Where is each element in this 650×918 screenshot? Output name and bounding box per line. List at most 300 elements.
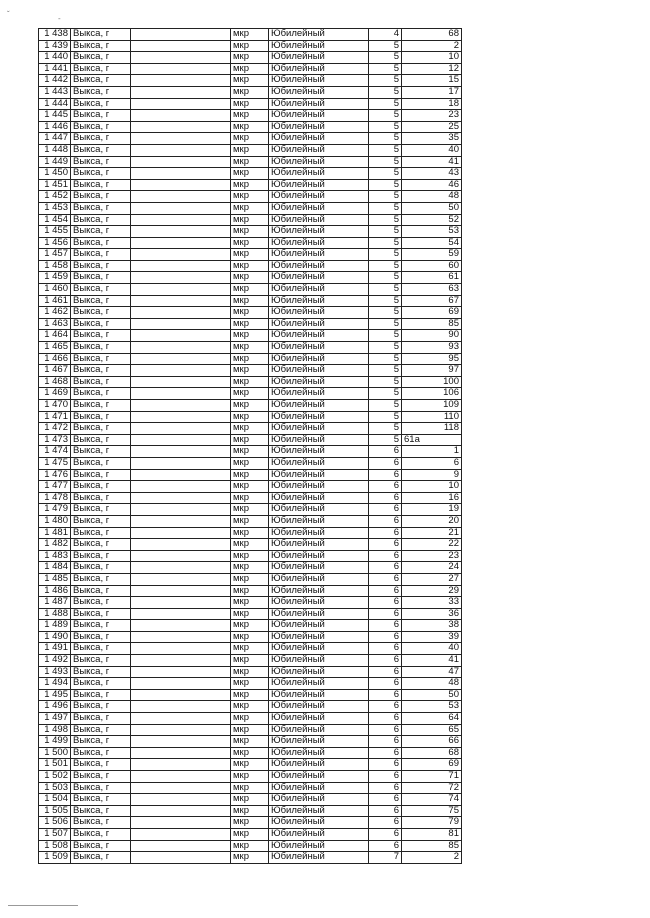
empty-cell: [131, 457, 231, 469]
house-number-cell: 35: [402, 133, 462, 145]
city-cell: Выкса, г: [71, 666, 131, 678]
house-number-cell: 74: [402, 794, 462, 806]
quarter-cell: 5: [369, 376, 402, 388]
quarter-cell: 6: [369, 678, 402, 690]
quarter-cell: 5: [369, 365, 402, 377]
house-number-cell: 38: [402, 620, 462, 632]
quarter-cell: 5: [369, 121, 402, 133]
empty-cell: [131, 643, 231, 655]
table-row: [39, 121, 462, 133]
empty-cell: [131, 29, 231, 41]
quarter-cell: 6: [369, 817, 402, 829]
house-number-cell: 60: [402, 260, 462, 272]
settlement-type-cell: мкр: [231, 794, 269, 806]
house-number-cell: 85: [402, 318, 462, 330]
empty-cell: [131, 759, 231, 771]
district-name-cell: Юбилейный: [269, 573, 369, 585]
district-name-cell: Юбилейный: [269, 214, 369, 226]
empty-cell: [131, 701, 231, 713]
settlement-type-cell: мкр: [231, 446, 269, 458]
settlement-type-cell: мкр: [231, 828, 269, 840]
district-name-cell: Юбилейный: [269, 29, 369, 41]
city-cell: Выкса, г: [71, 747, 131, 759]
settlement-type-cell: мкр: [231, 29, 269, 41]
settlement-type-cell: мкр: [231, 214, 269, 226]
quarter-cell: 6: [369, 608, 402, 620]
empty-cell: [131, 828, 231, 840]
city-cell: Выкса, г: [71, 249, 131, 261]
settlement-type-cell: мкр: [231, 318, 269, 330]
table-row: [39, 852, 462, 864]
district-name-cell: Юбилейный: [269, 75, 369, 87]
house-number-cell: 46: [402, 179, 462, 191]
district-name-cell: Юбилейный: [269, 40, 369, 52]
city-cell: Выкса, г: [71, 840, 131, 852]
quarter-cell: 5: [369, 388, 402, 400]
city-cell: Выкса, г: [71, 365, 131, 377]
quarter-cell: 6: [369, 771, 402, 783]
empty-cell: [131, 86, 231, 98]
quarter-cell: 5: [369, 318, 402, 330]
table-row: [39, 365, 462, 377]
district-name-cell: Юбилейный: [269, 562, 369, 574]
district-name-cell: Юбилейный: [269, 237, 369, 249]
settlement-type-cell: мкр: [231, 179, 269, 191]
house-number-cell: 50: [402, 689, 462, 701]
district-name-cell: Юбилейный: [269, 782, 369, 794]
empty-cell: [131, 562, 231, 574]
table-row: [39, 284, 462, 296]
quarter-cell: 7: [369, 852, 402, 864]
empty-cell: [131, 249, 231, 261]
district-name-cell: Юбилейный: [269, 608, 369, 620]
empty-cell: [131, 75, 231, 87]
city-cell: Выкса, г: [71, 620, 131, 632]
city-cell: Выкса, г: [71, 608, 131, 620]
table-row: [39, 63, 462, 75]
city-cell: Выкса, г: [71, 759, 131, 771]
settlement-type-cell: мкр: [231, 133, 269, 145]
empty-cell: [131, 713, 231, 725]
quarter-cell: 6: [369, 655, 402, 667]
settlement-type-cell: мкр: [231, 75, 269, 87]
house-number-cell: 75: [402, 805, 462, 817]
city-cell: Выкса, г: [71, 75, 131, 87]
settlement-type-cell: мкр: [231, 655, 269, 667]
table-row: [39, 782, 462, 794]
empty-cell: [131, 353, 231, 365]
quarter-cell: 5: [369, 226, 402, 238]
district-name-cell: Юбилейный: [269, 434, 369, 446]
row-number-cell: 1 472: [39, 423, 71, 435]
city-cell: Выкса, г: [71, 539, 131, 551]
district-name-cell: Юбилейный: [269, 318, 369, 330]
table-row: [39, 666, 462, 678]
row-number-cell: 1 462: [39, 307, 71, 319]
empty-cell: [131, 307, 231, 319]
district-name-cell: Юбилейный: [269, 724, 369, 736]
empty-cell: [131, 736, 231, 748]
quarter-cell: 5: [369, 260, 402, 272]
city-cell: Выкса, г: [71, 550, 131, 562]
table-row: [39, 713, 462, 725]
quarter-cell: 6: [369, 840, 402, 852]
quarter-cell: 6: [369, 782, 402, 794]
district-name-cell: Юбилейный: [269, 249, 369, 261]
house-number-cell: 41: [402, 655, 462, 667]
district-name-cell: Юбилейный: [269, 156, 369, 168]
city-cell: Выкса, г: [71, 585, 131, 597]
quarter-cell: 6: [369, 573, 402, 585]
district-name-cell: Юбилейный: [269, 191, 369, 203]
city-cell: Выкса, г: [71, 52, 131, 64]
empty-cell: [131, 376, 231, 388]
district-name-cell: Юбилейный: [269, 481, 369, 493]
house-number-cell: 50: [402, 202, 462, 214]
row-number-cell: 1 486: [39, 585, 71, 597]
row-number-cell: 1 439: [39, 40, 71, 52]
table-row: [39, 794, 462, 806]
settlement-type-cell: мкр: [231, 376, 269, 388]
settlement-type-cell: мкр: [231, 226, 269, 238]
district-name-cell: Юбилейный: [269, 330, 369, 342]
city-cell: Выкса, г: [71, 29, 131, 41]
city-cell: Выкса, г: [71, 411, 131, 423]
row-number-cell: 1 464: [39, 330, 71, 342]
empty-cell: [131, 794, 231, 806]
table-row: [39, 411, 462, 423]
row-number-cell: 1 443: [39, 86, 71, 98]
row-number-cell: 1 461: [39, 295, 71, 307]
district-name-cell: Юбилейный: [269, 342, 369, 354]
quarter-cell: 5: [369, 353, 402, 365]
district-name-cell: Юбилейный: [269, 168, 369, 180]
empty-cell: [131, 539, 231, 551]
city-cell: Выкса, г: [71, 144, 131, 156]
row-number-cell: 1 479: [39, 504, 71, 516]
quarter-cell: 6: [369, 701, 402, 713]
city-cell: Выкса, г: [71, 330, 131, 342]
city-cell: Выкса, г: [71, 284, 131, 296]
settlement-type-cell: мкр: [231, 156, 269, 168]
settlement-type-cell: мкр: [231, 52, 269, 64]
house-number-cell: 68: [402, 29, 462, 41]
city-cell: Выкса, г: [71, 805, 131, 817]
district-name-cell: Юбилейный: [269, 365, 369, 377]
empty-cell: [131, 52, 231, 64]
house-number-cell: 59: [402, 249, 462, 261]
settlement-type-cell: мкр: [231, 144, 269, 156]
table-row: [39, 353, 462, 365]
quarter-cell: 5: [369, 423, 402, 435]
settlement-type-cell: мкр: [231, 86, 269, 98]
quarter-cell: 5: [369, 63, 402, 75]
quarter-cell: 5: [369, 237, 402, 249]
quarter-cell: 5: [369, 214, 402, 226]
settlement-type-cell: мкр: [231, 817, 269, 829]
table-row: [39, 330, 462, 342]
quarter-cell: 6: [369, 469, 402, 481]
settlement-type-cell: мкр: [231, 388, 269, 400]
district-name-cell: Юбилейный: [269, 504, 369, 516]
house-number-cell: 54: [402, 237, 462, 249]
city-cell: Выкса, г: [71, 469, 131, 481]
settlement-type-cell: мкр: [231, 434, 269, 446]
table-row: [39, 98, 462, 110]
quarter-cell: 5: [369, 86, 402, 98]
district-name-cell: Юбилейный: [269, 643, 369, 655]
district-name-cell: Юбилейный: [269, 423, 369, 435]
table-row: [39, 179, 462, 191]
table-row: [39, 388, 462, 400]
row-number-cell: 1 450: [39, 168, 71, 180]
row-number-cell: 1 470: [39, 400, 71, 412]
city-cell: Выкса, г: [71, 353, 131, 365]
quarter-cell: 5: [369, 202, 402, 214]
empty-cell: [131, 747, 231, 759]
empty-cell: [131, 272, 231, 284]
house-number-cell: 65: [402, 724, 462, 736]
row-number-cell: 1 465: [39, 342, 71, 354]
table-row: [39, 226, 462, 238]
empty-cell: [131, 840, 231, 852]
city-cell: Выкса, г: [71, 342, 131, 354]
quarter-cell: 6: [369, 481, 402, 493]
scan-mark: -: [58, 14, 61, 23]
table-row: [39, 585, 462, 597]
row-number-cell: 1 458: [39, 260, 71, 272]
district-name-cell: Юбилейный: [269, 828, 369, 840]
settlement-type-cell: мкр: [231, 423, 269, 435]
empty-cell: [131, 817, 231, 829]
empty-cell: [131, 771, 231, 783]
empty-cell: [131, 191, 231, 203]
table-row: [39, 434, 462, 446]
district-name-cell: Юбилейный: [269, 63, 369, 75]
row-number-cell: 1 506: [39, 817, 71, 829]
house-number-cell: 9: [402, 469, 462, 481]
district-name-cell: Юбилейный: [269, 411, 369, 423]
house-number-cell: 19: [402, 504, 462, 516]
city-cell: Выкса, г: [71, 701, 131, 713]
quarter-cell: 5: [369, 411, 402, 423]
house-number-cell: 39: [402, 631, 462, 643]
quarter-cell: 6: [369, 736, 402, 748]
city-cell: Выкса, г: [71, 434, 131, 446]
district-name-cell: Юбилейный: [269, 284, 369, 296]
empty-cell: [131, 805, 231, 817]
table-row: [39, 620, 462, 632]
table-row: [39, 29, 462, 41]
table-row: [39, 539, 462, 551]
row-number-cell: 1 489: [39, 620, 71, 632]
row-number-cell: 1 441: [39, 63, 71, 75]
empty-cell: [131, 330, 231, 342]
row-number-cell: 1 491: [39, 643, 71, 655]
table-row: [39, 400, 462, 412]
row-number-cell: 1 466: [39, 353, 71, 365]
table-row: [39, 492, 462, 504]
city-cell: Выкса, г: [71, 260, 131, 272]
empty-cell: [131, 515, 231, 527]
settlement-type-cell: мкр: [231, 620, 269, 632]
empty-cell: [131, 504, 231, 516]
settlement-type-cell: мкр: [231, 457, 269, 469]
quarter-cell: 6: [369, 550, 402, 562]
settlement-type-cell: мкр: [231, 295, 269, 307]
row-number-cell: 1 501: [39, 759, 71, 771]
house-number-cell: 52: [402, 214, 462, 226]
district-name-cell: Юбилейный: [269, 179, 369, 191]
house-number-cell: 109: [402, 400, 462, 412]
city-cell: Выкса, г: [71, 492, 131, 504]
quarter-cell: 6: [369, 631, 402, 643]
district-name-cell: Юбилейный: [269, 307, 369, 319]
settlement-type-cell: мкр: [231, 307, 269, 319]
district-name-cell: Юбилейный: [269, 655, 369, 667]
city-cell: Выкса, г: [71, 318, 131, 330]
table-row: [39, 597, 462, 609]
empty-cell: [131, 573, 231, 585]
house-number-cell: 53: [402, 701, 462, 713]
district-name-cell: Юбилейный: [269, 852, 369, 864]
row-number-cell: 1 454: [39, 214, 71, 226]
city-cell: Выкса, г: [71, 527, 131, 539]
row-number-cell: 1 508: [39, 840, 71, 852]
empty-cell: [131, 98, 231, 110]
district-name-cell: Юбилейный: [269, 597, 369, 609]
district-name-cell: Юбилейный: [269, 701, 369, 713]
empty-cell: [131, 597, 231, 609]
district-name-cell: Юбилейный: [269, 678, 369, 690]
row-number-cell: 1 493: [39, 666, 71, 678]
house-number-cell: 61: [402, 272, 462, 284]
row-number-cell: 1 500: [39, 747, 71, 759]
city-cell: Выкса, г: [71, 121, 131, 133]
settlement-type-cell: мкр: [231, 608, 269, 620]
row-number-cell: 1 503: [39, 782, 71, 794]
district-name-cell: Юбилейный: [269, 736, 369, 748]
quarter-cell: 6: [369, 492, 402, 504]
district-name-cell: Юбилейный: [269, 133, 369, 145]
row-number-cell: 1 504: [39, 794, 71, 806]
house-number-cell: 6: [402, 457, 462, 469]
settlement-type-cell: мкр: [231, 573, 269, 585]
settlement-type-cell: мкр: [231, 701, 269, 713]
empty-cell: [131, 666, 231, 678]
house-number-cell: 100: [402, 376, 462, 388]
settlement-type-cell: мкр: [231, 736, 269, 748]
quarter-cell: 4: [369, 29, 402, 41]
house-number-cell: 25: [402, 121, 462, 133]
house-number-cell: 1: [402, 446, 462, 458]
table-row: [39, 457, 462, 469]
settlement-type-cell: мкр: [231, 689, 269, 701]
empty-cell: [131, 121, 231, 133]
district-name-cell: Юбилейный: [269, 817, 369, 829]
settlement-type-cell: мкр: [231, 481, 269, 493]
empty-cell: [131, 133, 231, 145]
empty-cell: [131, 527, 231, 539]
house-number-cell: 72: [402, 782, 462, 794]
house-number-cell: 53: [402, 226, 462, 238]
row-number-cell: 1 502: [39, 771, 71, 783]
house-number-cell: 21: [402, 527, 462, 539]
settlement-type-cell: мкр: [231, 365, 269, 377]
house-number-cell: 63: [402, 284, 462, 296]
row-number-cell: 1 477: [39, 481, 71, 493]
empty-cell: [131, 110, 231, 122]
district-name-cell: Юбилейный: [269, 747, 369, 759]
house-number-cell: 85: [402, 840, 462, 852]
house-number-cell: 2: [402, 40, 462, 52]
house-number-cell: 10: [402, 52, 462, 64]
quarter-cell: 6: [369, 562, 402, 574]
table-row: [39, 504, 462, 516]
city-cell: Выкса, г: [71, 168, 131, 180]
quarter-cell: 6: [369, 759, 402, 771]
district-name-cell: Юбилейный: [269, 86, 369, 98]
table-row: [39, 747, 462, 759]
city-cell: Выкса, г: [71, 179, 131, 191]
empty-cell: [131, 40, 231, 52]
table-row: [39, 156, 462, 168]
row-number-cell: 1 460: [39, 284, 71, 296]
row-number-cell: 1 455: [39, 226, 71, 238]
empty-cell: [131, 411, 231, 423]
quarter-cell: 6: [369, 805, 402, 817]
city-cell: Выкса, г: [71, 562, 131, 574]
city-cell: Выкса, г: [71, 631, 131, 643]
house-number-cell: 40: [402, 144, 462, 156]
house-number-cell: 66: [402, 736, 462, 748]
district-name-cell: Юбилейный: [269, 272, 369, 284]
settlement-type-cell: мкр: [231, 353, 269, 365]
table-row: [39, 249, 462, 261]
empty-cell: [131, 423, 231, 435]
table-row: [39, 678, 462, 690]
row-number-cell: 1 496: [39, 701, 71, 713]
settlement-type-cell: мкр: [231, 852, 269, 864]
city-cell: Выкса, г: [71, 515, 131, 527]
district-name-cell: Юбилейный: [269, 469, 369, 481]
row-number-cell: 1 483: [39, 550, 71, 562]
empty-cell: [131, 620, 231, 632]
city-cell: Выкса, г: [71, 237, 131, 249]
quarter-cell: 6: [369, 504, 402, 516]
table-row: [39, 110, 462, 122]
district-name-cell: Юбилейный: [269, 759, 369, 771]
house-number-cell: 93: [402, 342, 462, 354]
quarter-cell: 5: [369, 52, 402, 64]
district-name-cell: Юбилейный: [269, 226, 369, 238]
quarter-cell: 5: [369, 284, 402, 296]
house-number-cell: 69: [402, 759, 462, 771]
empty-cell: [131, 365, 231, 377]
table-row: [39, 840, 462, 852]
house-number-cell: 47: [402, 666, 462, 678]
city-cell: Выкса, г: [71, 63, 131, 75]
house-number-cell: 23: [402, 110, 462, 122]
settlement-type-cell: мкр: [231, 492, 269, 504]
table-row: [39, 828, 462, 840]
house-number-cell: 90: [402, 330, 462, 342]
settlement-type-cell: мкр: [231, 121, 269, 133]
row-number-cell: 1 497: [39, 713, 71, 725]
city-cell: Выкса, г: [71, 388, 131, 400]
settlement-type-cell: мкр: [231, 272, 269, 284]
district-name-cell: Юбилейный: [269, 492, 369, 504]
